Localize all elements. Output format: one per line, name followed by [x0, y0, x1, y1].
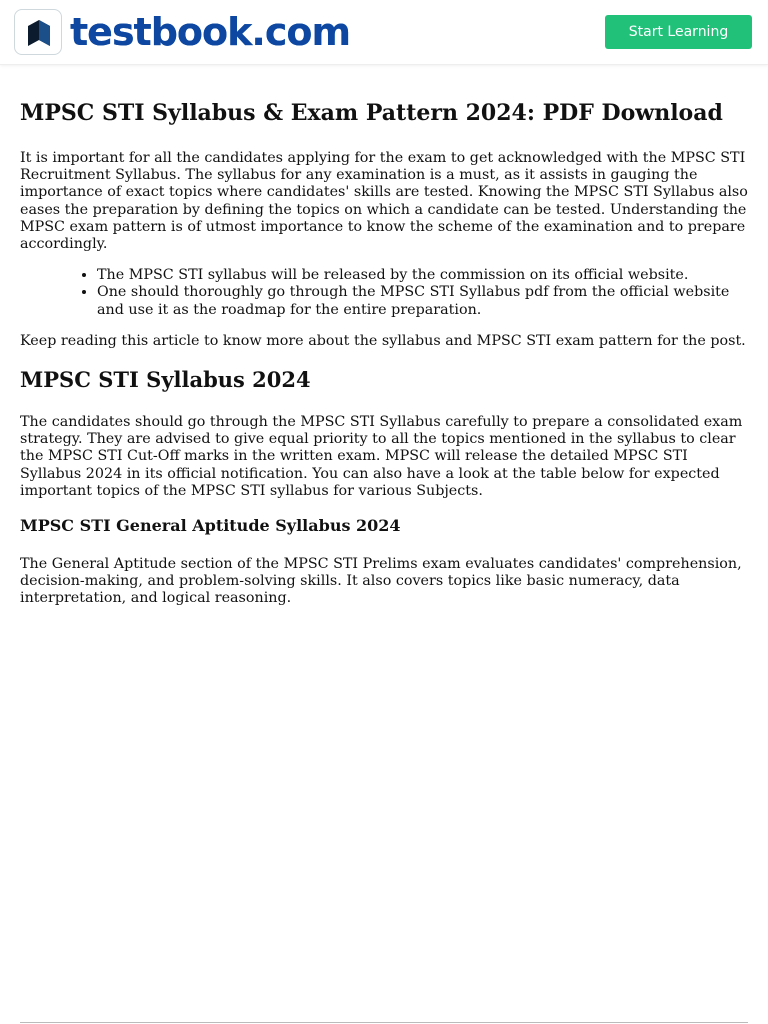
keep-reading-paragraph: Keep reading this article to know more about the syllabus and MPSC STI exam pattern for the post. [20, 332, 746, 349]
key-points-list [20, 267, 750, 319]
site-logo[interactable] [70, 8, 350, 56]
section-heading: MPSC STI Syllabus 2024 [20, 367, 311, 393]
section-paragraph: The candidates should go through the MPSC STI Syllabus carefully to prepare a consolidated exam strategy. They are advised to give equal priority to all the topics mentioned in the syllabus to clear the MPSC STI Cut-Off marks in the written exam. MPSC will release the detailed MPSC STI Syllabus 2024 in its official notification. You can also have a look at the table below for expected important topics of the MPSC STI syllabus for various Subjects. [20, 414, 743, 499]
page-divider [20, 1022, 748, 1023]
subsection-heading: MPSC STI General Aptitude Syllabus 2024 [20, 516, 401, 536]
list-item: • The MPSC STI syllabus will be released by the commission on its official website. [97, 267, 750, 284]
start-learning-button[interactable]: Start Learning [605, 15, 752, 49]
article-title: MPSC STI Syllabus & Exam Pattern 2024: PDF Download [20, 100, 723, 126]
subsection-paragraph: The General Aptitude section of the MPSC STI Prelims exam evaluates candidates' comprehension, decision-making, and problem-solving skills. It also covers topics like basic numeracy, data interpretation, and logical reasoning. [20, 556, 742, 607]
list-item: • One should thoroughly go through the MPSC STI Syllabus pdf from the official website and use it as the roadmap for the entire preparation. [97, 284, 750, 318]
logo-text[interactable]: testbook.com [70, 10, 351, 54]
intro-paragraph: It is important for all the candidates applying for the exam to get acknowledged with the MPSC STI Recruitment Syllabus. The syllabus for any examination is a must, as it assists in gauging the importance of exact topics where candidates' skills are tested. Knowing the MPSC STI Syllabus also eases the preparation by defining the topics on which a candidate can be tested. Understanding the MPSC exam pattern is of utmost importance to know the scheme of the examination and to prepare accordingly. [20, 150, 748, 253]
top-navbar [0, 0, 768, 65]
article-body [20, 96, 750, 622]
testbook-bookmark-icon[interactable] [14, 9, 62, 55]
